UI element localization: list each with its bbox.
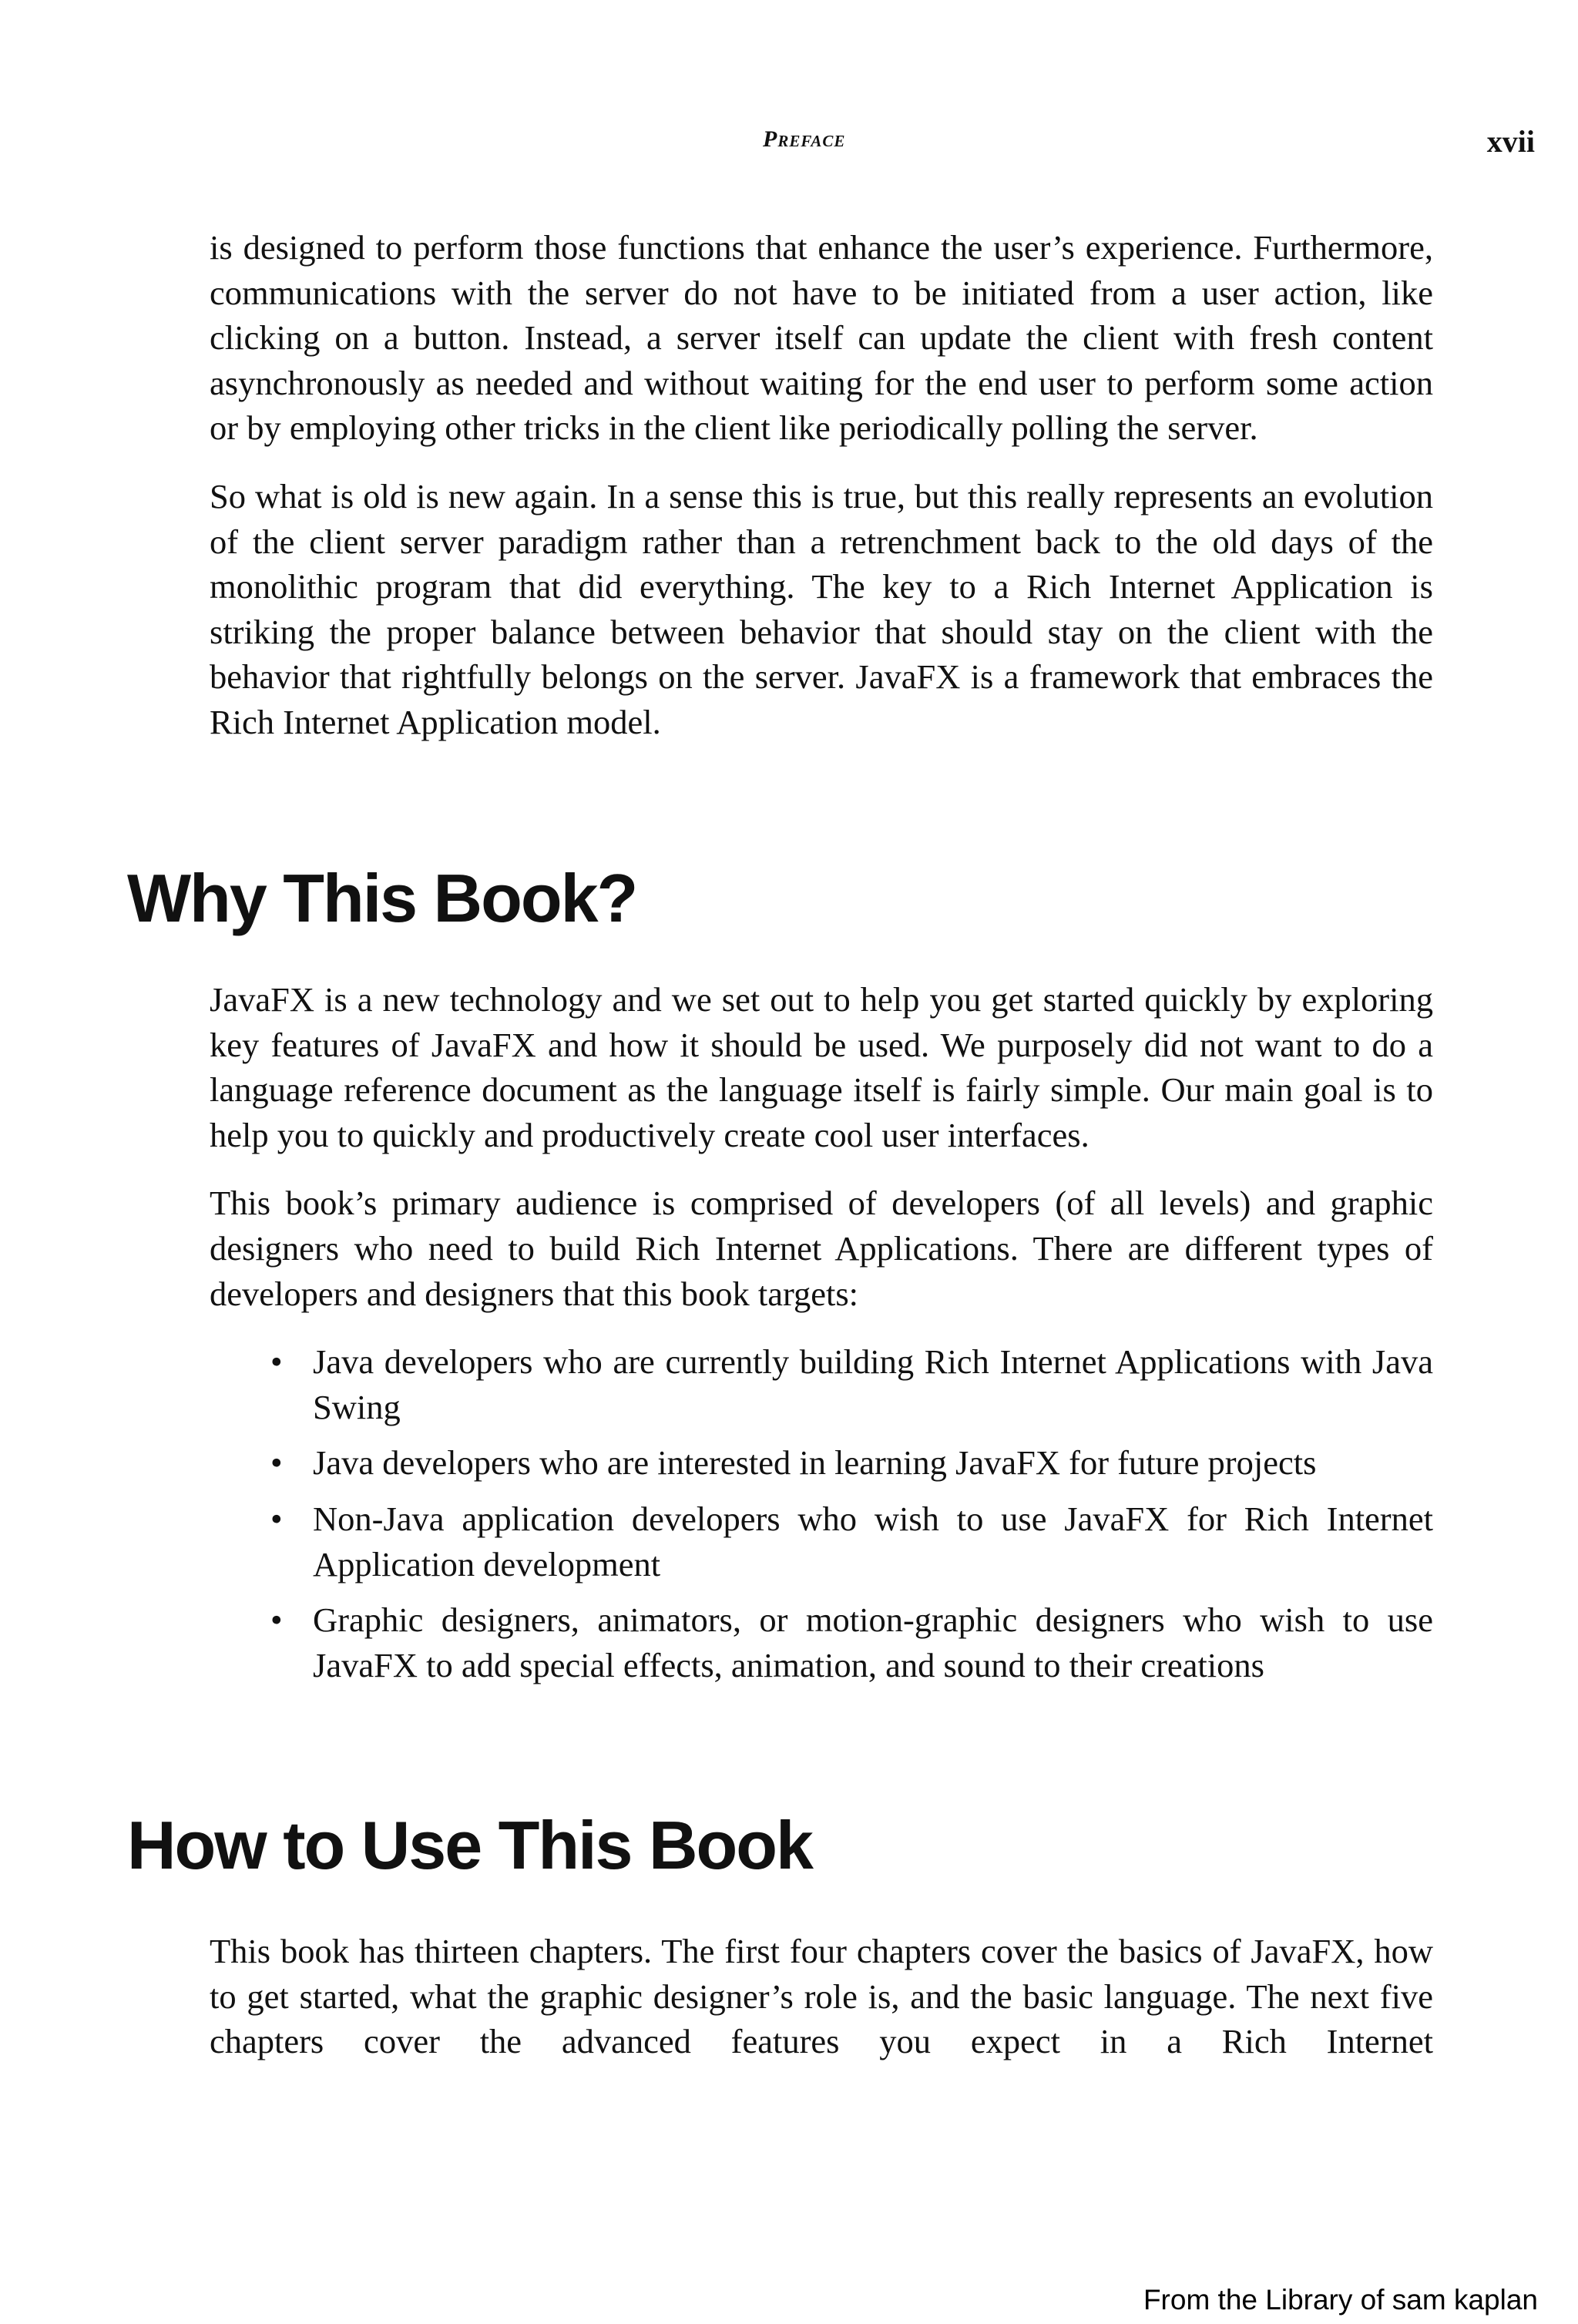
how-paragraph-1: This book has thirteen chapters. The first four chapters cover the basics of JavaFX, how to get started, what the graphic designer’s role is, and the basic language. The next five chapters cover the advanced features you expect in a Rich Internet <box>210 1932 1433 2061</box>
bullet-icon: • <box>270 1443 283 1483</box>
library-footer-note: From the Library of sam kaplan <box>1143 2284 1538 2316</box>
bullet-icon: • <box>270 1600 283 1640</box>
why-paragraph-1: JavaFX is a new technology and we set out to help you get started quickly by exploring key features of JavaFX and how it should be used. We purposely did not want to do a language reference document as the language itself is fairly simple. Our main goal is to help you to quickly and productively create cool user interfaces. <box>210 980 1433 1154</box>
bullet-item <box>270 1339 1433 1429</box>
why-this-book-heading: Why This Book? <box>127 860 637 936</box>
page-header <box>0 123 1578 162</box>
bullet-text: Non-Java application developers who wish to use JavaFX for Rich Internet Application development <box>313 1499 1433 1583</box>
bullet-item <box>270 1496 1433 1587</box>
bullet-text: Graphic designers, animators, or motion-graphic designers who wish to use JavaFX to add special effects, animation, and sound to their creations <box>313 1600 1433 1684</box>
page-number: xvii <box>1486 124 1535 159</box>
bullet-item <box>270 1597 1433 1688</box>
how-to-use-heading: How to Use This Book <box>127 1807 812 1883</box>
intro-paragraph-2: So what is old is new again. In a sense this is true, but this really represents an evolution of the client server paradigm rather than a retrenchment back to the old days of the monolithic program that did everything. The key to a Rich Internet Application is striking the proper balance between behavior that should stay on the client with the behavior that rightfully belongs on the server. JavaFX is a framework that embraces the Rich Internet Application model. <box>210 476 1433 741</box>
how-to-use-text-block <box>210 1929 1433 2087</box>
intro-paragraph-1: is designed to perform those functions that enhance the user’s experience. Furthermore, communications with the server do not have to be initiated from a user action, like clicking on a button. Instead, a server itself can update the client with fresh content asynchronously as needed and without waiting for the end user to perform some action or by employing other tricks in the client like periodically polling the server. <box>210 228 1433 448</box>
why-this-book-text-block <box>210 977 1433 1698</box>
why-paragraph-2: This book’s primary audience is comprised of developers (of all levels) and graphic designers who need to build Rich Internet Applications. There are different types of developers and designers that this book targets: <box>210 1184 1433 1313</box>
bullet-item <box>270 1440 1433 1486</box>
bullet-icon: • <box>270 1342 283 1382</box>
bullet-icon: • <box>270 1499 283 1538</box>
audience-bullet-list <box>210 1339 1433 1688</box>
running-head: Preface <box>763 126 846 152</box>
intro-text-block <box>210 225 1433 768</box>
bullet-text: Java developers who are interested in learning JavaFX for future projects <box>313 1443 1317 1483</box>
bullet-text: Java developers who are currently building Rich Internet Applications with Java Swing <box>313 1342 1433 1426</box>
